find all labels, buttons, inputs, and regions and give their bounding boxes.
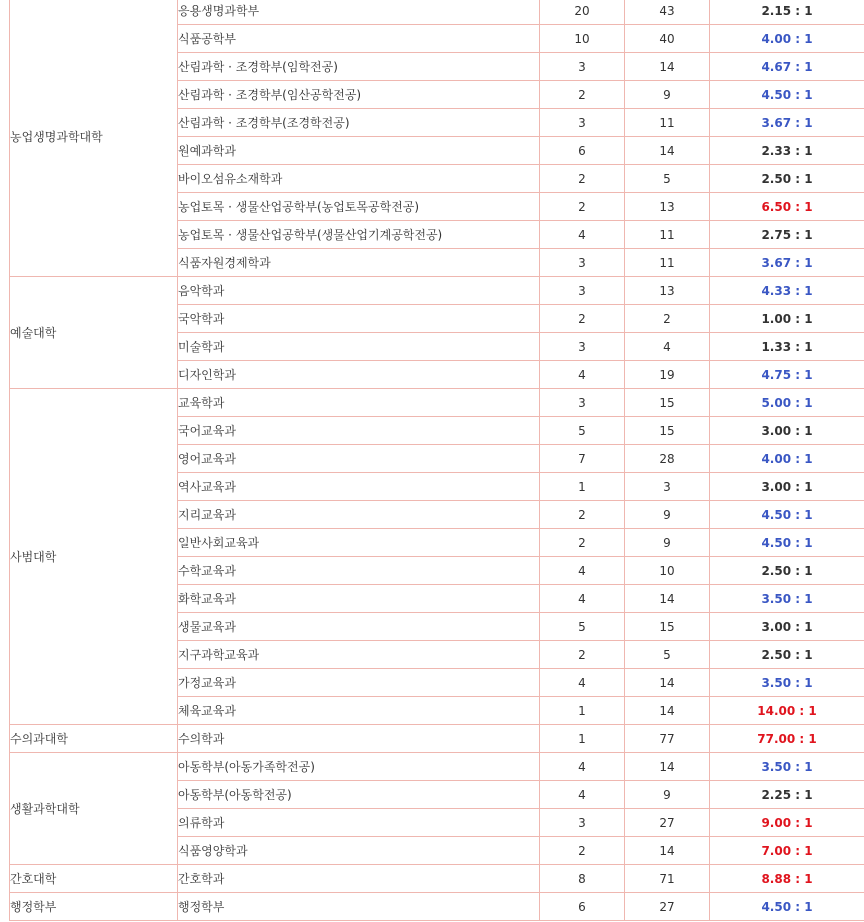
- college-name: 행정학부: [10, 893, 178, 921]
- quota-value: 3: [540, 277, 625, 305]
- competition-rate: 2.75 : 1: [710, 221, 864, 249]
- department-name: 아동학부(아동학전공): [178, 781, 540, 809]
- department-name: 지구과학교육과: [178, 641, 540, 669]
- quota-value: 2: [540, 837, 625, 865]
- college-name: 농업생명과학대학: [10, 0, 178, 277]
- competition-rate: 2.50 : 1: [710, 557, 864, 585]
- table-row: [10, 893, 864, 921]
- table-row: [10, 277, 864, 305]
- competition-rate: 77.00 : 1: [710, 725, 864, 753]
- college-name: 예술대학: [10, 277, 178, 389]
- applicants-value: 15: [625, 389, 710, 417]
- department-name: 산림과학 · 조경학부(임산공학전공): [178, 81, 540, 109]
- department-name: 농업토목 · 생물산업공학부(생물산업기계공학전공): [178, 221, 540, 249]
- competition-rate: 4.00 : 1: [710, 25, 864, 53]
- applicants-value: 9: [625, 81, 710, 109]
- applicants-value: 14: [625, 753, 710, 781]
- applicants-value: 19: [625, 361, 710, 389]
- quota-value: 20: [540, 0, 625, 25]
- department-name: 디자인학과: [178, 361, 540, 389]
- department-name: 미술학과: [178, 333, 540, 361]
- quota-value: 5: [540, 613, 625, 641]
- applicants-value: 14: [625, 137, 710, 165]
- department-name: 산림과학 · 조경학부(조경학전공): [178, 109, 540, 137]
- competition-rate: 2.33 : 1: [710, 137, 864, 165]
- table-row: [10, 725, 864, 753]
- department-name: 아동학부(아동가족학전공): [178, 753, 540, 781]
- department-name: 영어교육과: [178, 445, 540, 473]
- applicants-value: 40: [625, 25, 710, 53]
- quota-value: 2: [540, 501, 625, 529]
- applicants-value: 9: [625, 501, 710, 529]
- competition-rate: 4.75 : 1: [710, 361, 864, 389]
- competition-rate: 3.50 : 1: [710, 669, 864, 697]
- quota-value: 5: [540, 417, 625, 445]
- applicants-value: 4: [625, 333, 710, 361]
- table-row: [10, 389, 864, 417]
- college-name: 간호대학: [10, 865, 178, 893]
- quota-value: 3: [540, 249, 625, 277]
- department-name: 지리교육과: [178, 501, 540, 529]
- quota-value: 4: [540, 781, 625, 809]
- competition-rate: 9.00 : 1: [710, 809, 864, 837]
- competition-rate: 7.00 : 1: [710, 837, 864, 865]
- applicants-value: 9: [625, 529, 710, 557]
- quota-value: 4: [540, 557, 625, 585]
- department-name: 가정교육과: [178, 669, 540, 697]
- table-row: [10, 753, 864, 781]
- college-name: 수의과대학: [10, 725, 178, 753]
- department-name: 간호학과: [178, 865, 540, 893]
- competition-rate: 1.33 : 1: [710, 333, 864, 361]
- department-name: 행정학부: [178, 893, 540, 921]
- quota-value: 3: [540, 809, 625, 837]
- applicants-value: 14: [625, 669, 710, 697]
- applicants-value: 11: [625, 249, 710, 277]
- department-name: 생물교육과: [178, 613, 540, 641]
- quota-value: 3: [540, 109, 625, 137]
- quota-value: 3: [540, 389, 625, 417]
- quota-value: 3: [540, 333, 625, 361]
- quota-value: 4: [540, 361, 625, 389]
- competition-rate: 2.50 : 1: [710, 641, 864, 669]
- department-name: 국어교육과: [178, 417, 540, 445]
- department-name: 수학교육과: [178, 557, 540, 585]
- department-name: 체육교육과: [178, 697, 540, 725]
- department-name: 수의학과: [178, 725, 540, 753]
- college-name: 생활과학대학: [10, 753, 178, 865]
- department-name: 식품영양학과: [178, 837, 540, 865]
- applicants-value: 27: [625, 893, 710, 921]
- quota-value: 1: [540, 725, 625, 753]
- competition-rate: 3.50 : 1: [710, 753, 864, 781]
- applicants-value: 13: [625, 193, 710, 221]
- quota-value: 4: [540, 221, 625, 249]
- competition-rate-table: [9, 0, 864, 921]
- competition-rate: 4.50 : 1: [710, 529, 864, 557]
- competition-rate: 4.33 : 1: [710, 277, 864, 305]
- applicants-value: 5: [625, 641, 710, 669]
- applicants-value: 15: [625, 417, 710, 445]
- applicants-value: 77: [625, 725, 710, 753]
- competition-rate: 4.50 : 1: [710, 81, 864, 109]
- quota-value: 8: [540, 865, 625, 893]
- competition-rate: 3.50 : 1: [710, 585, 864, 613]
- quota-value: 4: [540, 585, 625, 613]
- quota-value: 1: [540, 697, 625, 725]
- table-row: [10, 865, 864, 893]
- competition-rate: 4.00 : 1: [710, 445, 864, 473]
- department-name: 응용생명과학부: [178, 0, 540, 25]
- competition-rate: 6.50 : 1: [710, 193, 864, 221]
- department-name: 원예과학과: [178, 137, 540, 165]
- quota-value: 2: [540, 81, 625, 109]
- quota-value: 6: [540, 137, 625, 165]
- department-name: 일반사회교육과: [178, 529, 540, 557]
- competition-rate: 8.88 : 1: [710, 865, 864, 893]
- applicants-value: 28: [625, 445, 710, 473]
- applicants-value: 11: [625, 109, 710, 137]
- competition-rate: 3.00 : 1: [710, 473, 864, 501]
- table-row: [10, 0, 864, 25]
- competition-rate: 2.15 : 1: [710, 0, 864, 25]
- quota-value: 10: [540, 25, 625, 53]
- competition-rate: 14.00 : 1: [710, 697, 864, 725]
- quota-value: 2: [540, 305, 625, 333]
- applicants-value: 9: [625, 781, 710, 809]
- quota-value: 3: [540, 53, 625, 81]
- applicants-value: 27: [625, 809, 710, 837]
- applicants-value: 10: [625, 557, 710, 585]
- competition-rate: 5.00 : 1: [710, 389, 864, 417]
- department-name: 바이오섬유소재학과: [178, 165, 540, 193]
- quota-value: 6: [540, 893, 625, 921]
- department-name: 산림과학 · 조경학부(임학전공): [178, 53, 540, 81]
- department-name: 국악학과: [178, 305, 540, 333]
- competition-rate: 2.25 : 1: [710, 781, 864, 809]
- applicants-value: 14: [625, 697, 710, 725]
- table-body: [10, 0, 864, 921]
- department-name: 식품공학부: [178, 25, 540, 53]
- department-name: 역사교육과: [178, 473, 540, 501]
- applicants-value: 43: [625, 0, 710, 25]
- department-name: 음악학과: [178, 277, 540, 305]
- college-name: 사범대학: [10, 389, 178, 725]
- competition-rate: 4.50 : 1: [710, 501, 864, 529]
- quota-value: 4: [540, 669, 625, 697]
- competition-rate: 3.00 : 1: [710, 613, 864, 641]
- competition-rate: 4.50 : 1: [710, 893, 864, 921]
- department-name: 농업토목 · 생물산업공학부(농업토목공학전공): [178, 193, 540, 221]
- quota-value: 2: [540, 165, 625, 193]
- applicants-value: 14: [625, 585, 710, 613]
- quota-value: 4: [540, 753, 625, 781]
- applicants-value: 71: [625, 865, 710, 893]
- applicants-value: 14: [625, 53, 710, 81]
- department-name: 식품자원경제학과: [178, 249, 540, 277]
- competition-rate: 2.50 : 1: [710, 165, 864, 193]
- applicants-value: 3: [625, 473, 710, 501]
- applicants-value: 13: [625, 277, 710, 305]
- department-name: 의류학과: [178, 809, 540, 837]
- applicants-value: 14: [625, 837, 710, 865]
- applicants-value: 5: [625, 165, 710, 193]
- competition-rate: 3.67 : 1: [710, 109, 864, 137]
- competition-rate: 4.67 : 1: [710, 53, 864, 81]
- applicants-value: 15: [625, 613, 710, 641]
- applicants-value: 2: [625, 305, 710, 333]
- quota-value: 2: [540, 641, 625, 669]
- quota-value: 7: [540, 445, 625, 473]
- department-name: 교육학과: [178, 389, 540, 417]
- applicants-value: 11: [625, 221, 710, 249]
- quota-value: 2: [540, 193, 625, 221]
- competition-rate: 3.67 : 1: [710, 249, 864, 277]
- quota-value: 1: [540, 473, 625, 501]
- competition-rate: 3.00 : 1: [710, 417, 864, 445]
- department-name: 화학교육과: [178, 585, 540, 613]
- quota-value: 2: [540, 529, 625, 557]
- competition-rate: 1.00 : 1: [710, 305, 864, 333]
